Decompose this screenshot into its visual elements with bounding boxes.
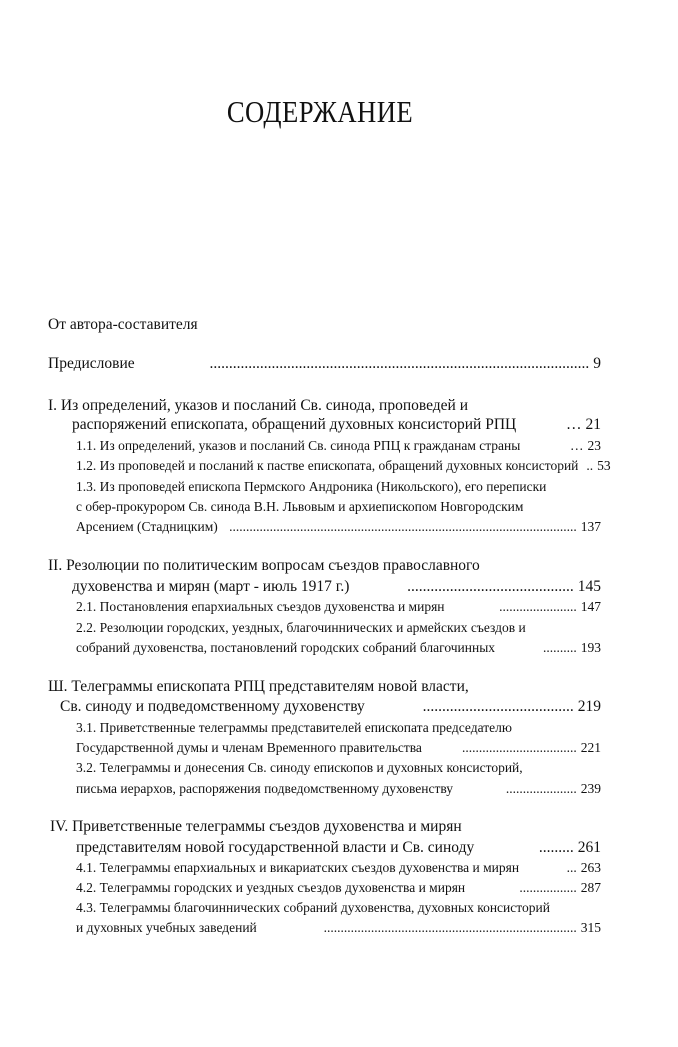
toc-page-number: 221 — [580, 740, 601, 755]
toc-entry — [76, 860, 601, 876]
toc-entry — [76, 920, 601, 936]
toc-entry-title: 3.1. Приветственные телеграммы представителей епископата председателю — [76, 720, 512, 735]
toc-entry-title: письма иерархов, распоряжения подведомственному духовенству — [76, 781, 454, 796]
toc-entry-title: 1.1. Из определений, указов и посланий Св. синода РПЦ к гражданам страны — [76, 438, 521, 453]
toc-dot-leader: .. — [586, 458, 594, 473]
toc-page-number: 53 — [597, 458, 611, 473]
toc-entry — [76, 458, 611, 474]
toc-page-number: 21 — [585, 416, 601, 433]
toc-entry-title: Св. синоду и подведомственному духовенству — [60, 698, 365, 715]
toc-entry — [76, 438, 601, 454]
toc-entry — [60, 698, 601, 716]
toc-entry — [48, 678, 469, 696]
toc-page-number: 315 — [580, 920, 601, 935]
toc-page-number: 145 — [577, 578, 601, 595]
toc-page-number: 23 — [587, 438, 601, 453]
toc-dot-leader: ....................................................................................................... — [229, 519, 577, 534]
toc-entry-title: II. Резолюции по политическим вопросам съездов православного — [48, 557, 480, 574]
toc-entry — [76, 880, 601, 896]
toc-dot-leader: .................................................................................................. — [209, 355, 590, 372]
toc-page-number: 147 — [580, 599, 601, 614]
toc-page-number: 239 — [580, 781, 601, 796]
toc-entry-title: 2.1. Постановления епархиальных съездов духовенства и мирян — [76, 599, 445, 614]
toc-dot-leader: ..................... — [505, 781, 577, 796]
toc-entry-title: Предисловие — [48, 355, 135, 372]
toc-dot-leader: ... — [566, 860, 577, 875]
toc-entry-title: 4.1. Телеграммы епархиальных и викариатских съездов духовенства и мирян — [76, 860, 520, 875]
toc-dot-leader: .......... — [543, 640, 577, 655]
toc-entry-title: представителям новой государственной власти и Св. синоду — [76, 839, 475, 856]
toc-entry — [48, 557, 480, 575]
toc-entry-title: 1.2. Из проповедей и посланий к пастве епископата, обращений духовных консисторий — [76, 458, 579, 473]
page-title: СОДЕРЖАНИЕ — [226, 94, 414, 129]
toc-entry-title: 4.3. Телеграммы благочиннических собраний духовенства, духовных консисторий — [76, 900, 550, 915]
toc-entry — [76, 720, 512, 736]
toc-page-number: 287 — [580, 880, 601, 895]
toc-entry-title: 1.3. Из проповедей епископа Пермского Андроника (Никольского), его переписки — [76, 479, 547, 494]
toc-entry — [72, 578, 601, 596]
toc-page-number: 193 — [580, 640, 601, 655]
toc-page-number: 137 — [580, 519, 601, 534]
toc-dot-leader: ....................................... — [422, 698, 574, 715]
toc-entry-title: Ш. Телеграммы епископата РПЦ представителям новой власти, — [48, 678, 469, 695]
toc-entry — [76, 640, 601, 656]
toc-entry-title: Арсением (Стадницким) — [76, 519, 218, 534]
toc-entry — [48, 355, 601, 373]
toc-entry-title: 2.2. Резолюции городских, уездных, благочиннических и армейских съездов и — [76, 620, 526, 635]
toc-page-number: 261 — [577, 839, 601, 856]
toc-dot-leader: … — [570, 438, 584, 453]
toc-entry-title: распоряжений епископата, обращений духовных консисторий РПЦ — [72, 416, 517, 433]
toc-dot-leader: ....................... — [499, 599, 577, 614]
toc-entry-title: духовенства и мирян (март - июль 1917 г.) — [72, 578, 350, 595]
toc-dot-leader: … — [566, 416, 582, 433]
toc-entry-title: 3.2. Телеграммы и донесения Св. синоду епископов и духовных консисторий, — [76, 760, 523, 775]
toc-entry — [48, 316, 198, 334]
toc-entry — [76, 620, 526, 636]
toc-entry — [76, 740, 601, 756]
toc-entry — [76, 499, 523, 515]
toc-entry — [76, 599, 601, 615]
toc-entry — [76, 519, 601, 535]
toc-entry-title: Государственной думы и членам Временного правительства — [76, 740, 422, 755]
toc-entry-title: IV. Приветственные телеграммы съездов духовенства и мирян — [50, 818, 462, 835]
toc-entry — [76, 781, 601, 797]
toc-entry — [48, 397, 468, 415]
toc-dot-leader: .................................. — [462, 740, 577, 755]
toc-dot-leader: ......... — [538, 839, 574, 856]
toc-page-number: 219 — [577, 698, 601, 715]
toc-entry — [76, 760, 523, 776]
toc-entry-title: I. Из определений, указов и посланий Св. синода, проповедей и — [48, 397, 469, 414]
toc-entry — [76, 900, 550, 916]
toc-entry-title: 4.2. Телеграммы городских и уездных съездов духовенства и мирян — [76, 880, 466, 895]
toc-page-number: 263 — [580, 860, 601, 875]
toc-entry-title: От автора-составителя — [48, 316, 198, 333]
toc-entry — [72, 416, 601, 434]
toc-entry — [76, 479, 546, 495]
toc-entry-title: и духовных учебных заведений — [76, 920, 257, 935]
toc-dot-leader: ................. — [519, 880, 577, 895]
toc-entry-title: собраний духовенства, постановлений городских собраний благочинных — [76, 640, 496, 655]
toc-entry — [76, 839, 601, 857]
toc-entry — [50, 818, 462, 836]
toc-page-number: 9 — [593, 355, 601, 372]
toc-dot-leader: ........................................... — [407, 578, 574, 595]
toc-entry-title: с обер-прокурором Св. синода В.Н. Львовым и архиепископом Новгородским — [76, 499, 524, 514]
toc-dot-leader: ........................................................................... — [323, 920, 577, 935]
